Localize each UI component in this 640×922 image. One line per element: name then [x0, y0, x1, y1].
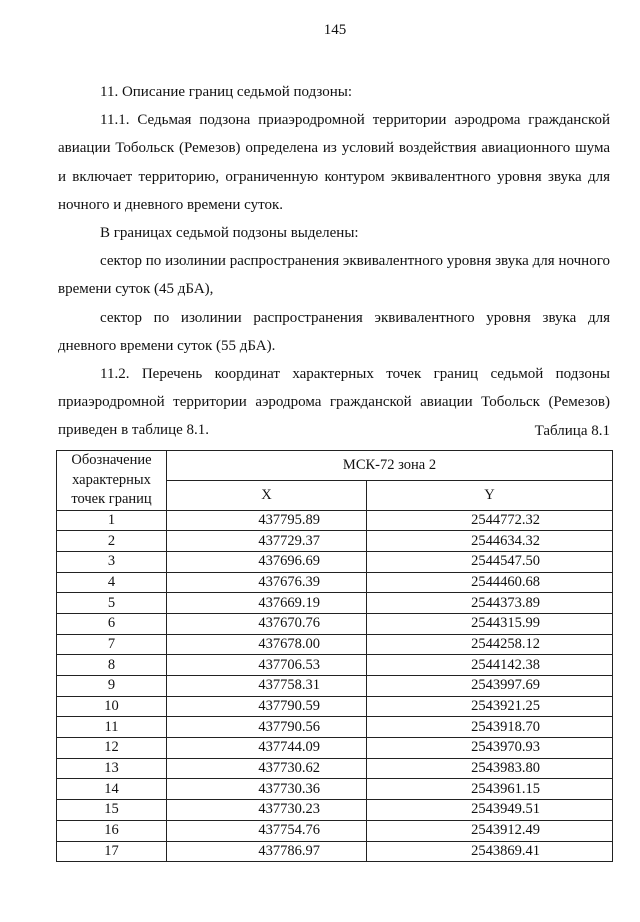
- point-number-cell: 3: [57, 551, 167, 572]
- table-row: [57, 800, 613, 821]
- x-coordinate-cell: 437669.19: [167, 593, 367, 614]
- table-row: [57, 655, 613, 676]
- header-coordinate-system: МСК-72 зона 2: [167, 451, 613, 481]
- paragraph-11-1: 11.1. Седьмая подзона приаэродромной территории аэродрома гражданской авиации Тобольск (Ремезов) определена из условий воздействия авиационного шума и включает территорию, ограниченную контуром эквивалентного уровня звука для ночного и дневного времени суток.: [58, 112, 610, 213]
- table-row: [57, 551, 613, 572]
- y-coordinate-cell: 2544315.99: [367, 613, 613, 634]
- x-coordinate-cell: 437795.89: [167, 510, 367, 531]
- y-coordinate-cell: 2543869.41: [367, 841, 613, 862]
- point-number-cell: 4: [57, 572, 167, 593]
- x-coordinate-cell: 437676.39: [167, 572, 367, 593]
- table-row: [57, 696, 613, 717]
- point-number-cell: 14: [57, 779, 167, 800]
- section-heading: 11. Описание границ седьмой подзоны:: [100, 84, 352, 100]
- y-coordinate-cell: 2543921.25: [367, 696, 613, 717]
- table-row: [57, 779, 613, 800]
- paragraph-11-2: 11.2. Перечень координат характерных точек границ седьмой подзоны приаэродромной территории аэродрома гражданской авиации Тобольск (Ремезов) приведен в таблице 8.1.: [58, 366, 610, 439]
- point-number-cell: 2: [57, 531, 167, 552]
- point-number-cell: 1: [57, 510, 167, 531]
- point-number-cell: 17: [57, 841, 167, 862]
- y-coordinate-cell: 2544772.32: [367, 510, 613, 531]
- point-number-cell: 15: [57, 800, 167, 821]
- y-coordinate-cell: 2544142.38: [367, 655, 613, 676]
- point-number-cell: 13: [57, 758, 167, 779]
- point-number-cell: 9: [57, 676, 167, 697]
- page-number: 145: [323, 22, 347, 38]
- table-row: [57, 758, 613, 779]
- y-coordinate-cell: 2544547.50: [367, 551, 613, 572]
- table-row: [57, 841, 613, 862]
- x-coordinate-cell: 437729.37: [167, 531, 367, 552]
- x-coordinate-cell: 437696.69: [167, 551, 367, 572]
- table-row: [57, 510, 613, 531]
- table-row: [57, 613, 613, 634]
- paragraph-subzone-intro: В границах седьмой подзоны выделены:: [100, 225, 359, 242]
- header-points: Обозначение характерных точек границ: [57, 451, 167, 511]
- x-coordinate-cell: 437706.53: [167, 655, 367, 676]
- x-coordinate-cell: 437790.59: [167, 696, 367, 717]
- point-number-cell: 12: [57, 738, 167, 759]
- y-coordinate-cell: 2543912.49: [367, 820, 613, 841]
- coordinates-table-body: [57, 510, 613, 862]
- y-coordinate-cell: 2544634.32: [367, 531, 613, 552]
- y-coordinate-cell: 2544460.68: [367, 572, 613, 593]
- x-coordinate-cell: 437730.62: [167, 758, 367, 779]
- paragraph-day-sector: сектор по изолинии распространения эквивалентного уровня звука для дневного времени суток (55 дБА).: [58, 309, 610, 354]
- point-number-cell: 6: [57, 613, 167, 634]
- y-coordinate-cell: 2543961.15: [367, 779, 613, 800]
- body-text: [58, 78, 610, 445]
- y-coordinate-cell: 2544373.89: [367, 593, 613, 614]
- y-coordinate-cell: 2543983.80: [367, 758, 613, 779]
- point-number-cell: 8: [57, 655, 167, 676]
- table-row: [57, 531, 613, 552]
- table-caption: Таблица 8.1: [534, 423, 610, 439]
- x-coordinate-cell: 437678.00: [167, 634, 367, 655]
- y-coordinate-cell: 2543997.69: [367, 676, 613, 697]
- x-coordinate-cell: 437758.31: [167, 676, 367, 697]
- y-coordinate-cell: 2544258.12: [367, 634, 613, 655]
- x-coordinate-cell: 437730.36: [167, 779, 367, 800]
- table-row: [57, 593, 613, 614]
- point-number-cell: 5: [57, 593, 167, 614]
- table-row: [57, 738, 613, 759]
- table-row: [57, 676, 613, 697]
- y-coordinate-cell: 2543970.93: [367, 738, 613, 759]
- table-row: [57, 820, 613, 841]
- point-number-cell: 7: [57, 634, 167, 655]
- y-coordinate-cell: 2543918.70: [367, 717, 613, 738]
- table-row: [57, 634, 613, 655]
- table-row: [57, 572, 613, 593]
- x-coordinate-cell: 437786.97: [167, 841, 367, 862]
- point-number-cell: 10: [57, 696, 167, 717]
- point-number-cell: 16: [57, 820, 167, 841]
- header-x: X: [167, 480, 367, 510]
- table-row: [57, 717, 613, 738]
- coordinates-table: [56, 450, 613, 862]
- y-coordinate-cell: 2543949.51: [367, 800, 613, 821]
- x-coordinate-cell: 437754.76: [167, 820, 367, 841]
- point-number-cell: 11: [57, 717, 167, 738]
- header-y: Y: [367, 480, 613, 510]
- x-coordinate-cell: 437744.09: [167, 738, 367, 759]
- paragraph-night-sector: сектор по изолинии распространения эквивалентного уровня звука для ночного времени суток (45 дБА),: [58, 253, 610, 298]
- x-coordinate-cell: 437670.76: [167, 613, 367, 634]
- x-coordinate-cell: 437790.56: [167, 717, 367, 738]
- x-coordinate-cell: 437730.23: [167, 800, 367, 821]
